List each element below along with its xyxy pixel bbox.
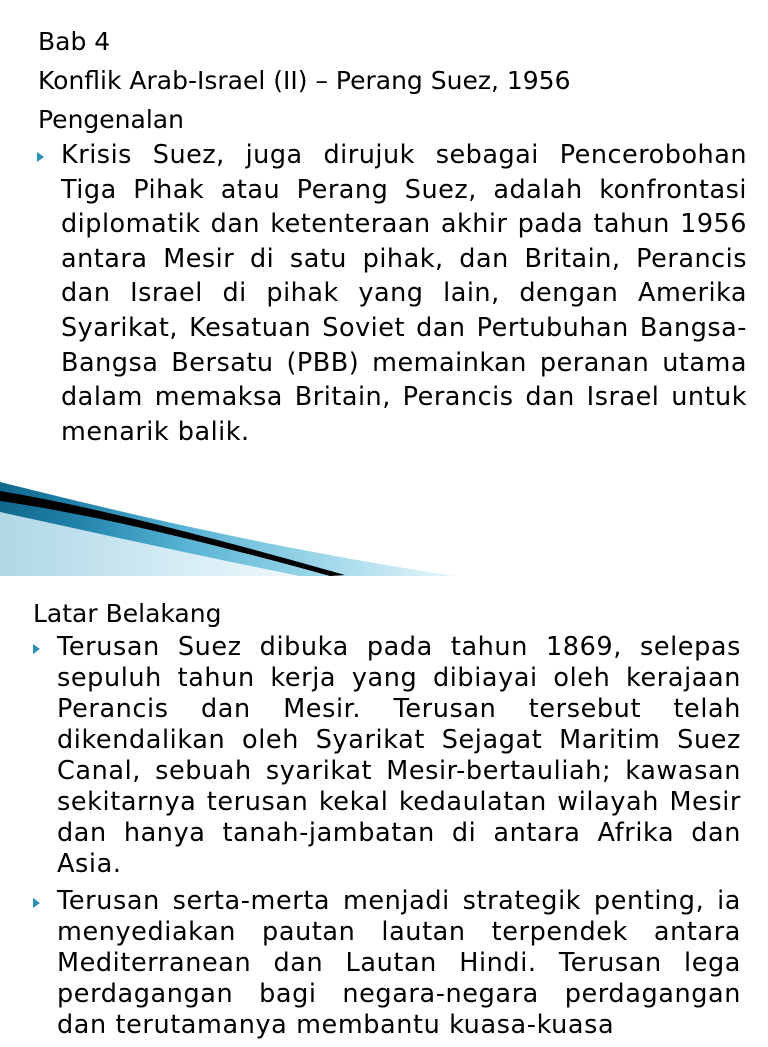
- bullet-arrow-icon: [33, 898, 40, 908]
- bullet-list: [33, 632, 741, 1047]
- bullet-text: Terusan serta-merta menjadi strategik penting, ia menyediakan pautan lautan terpendek antara Mediterranean dan Lautan Hindi. Terusan lega perdagangan bagi negara-negara perdagangan dan terutamanya membantu kuasa-kuasa: [57, 886, 741, 1040]
- list-item: [33, 886, 741, 1041]
- slide-heading: [38, 22, 570, 139]
- chapter-number: Bab 4: [38, 27, 111, 56]
- bullet-text: Krisis Suez, juga dirujuk sebagai Pencerobohan Tiga Pihak atau Perang Suez, adalah konfrontasi diplomatik dan ketenteraan akhir pada tahun 1956 antara Mesir di satu pihak, dan Britain, Perancis dan Israel di pihak yang lain, dengan Amerika Syarikat, Kesatuan Soviet dan Pertubuhan Bangsa-Bangsa Bersatu (PBB) memainkan peranan utama dalam memaksa Britain, Perancis dan Israel untuk menarik balik.: [61, 140, 747, 447]
- chapter-title: Konflik Arab-Israel (II) – Perang Suez, 1956: [38, 66, 571, 95]
- bullet-arrow-icon: [37, 152, 44, 162]
- section-title: Pengenalan: [38, 105, 184, 134]
- list-item: [37, 138, 747, 449]
- decorative-swoosh: [0, 482, 768, 576]
- list-item: [33, 632, 741, 880]
- bullet-arrow-icon: [33, 644, 40, 654]
- bullet-text: Terusan Suez dibuka pada tahun 1869, selepas sepuluh tahun kerja yang dibiayai oleh kerajaan Perancis dan Mesir. Terusan tersebut telah dikendalikan oleh Syarikat Sejagat Maritim Suez Canal, sebuah syarikat Mesir-bertauliah; kawasan sekitarnya terusan kekal kedaulatan wilayah Mesir dan hanya tanah-jambatan di antara Afrika dan Asia.: [57, 632, 741, 879]
- section-title: Latar Belakang: [33, 599, 222, 628]
- bullet-list: [37, 138, 747, 449]
